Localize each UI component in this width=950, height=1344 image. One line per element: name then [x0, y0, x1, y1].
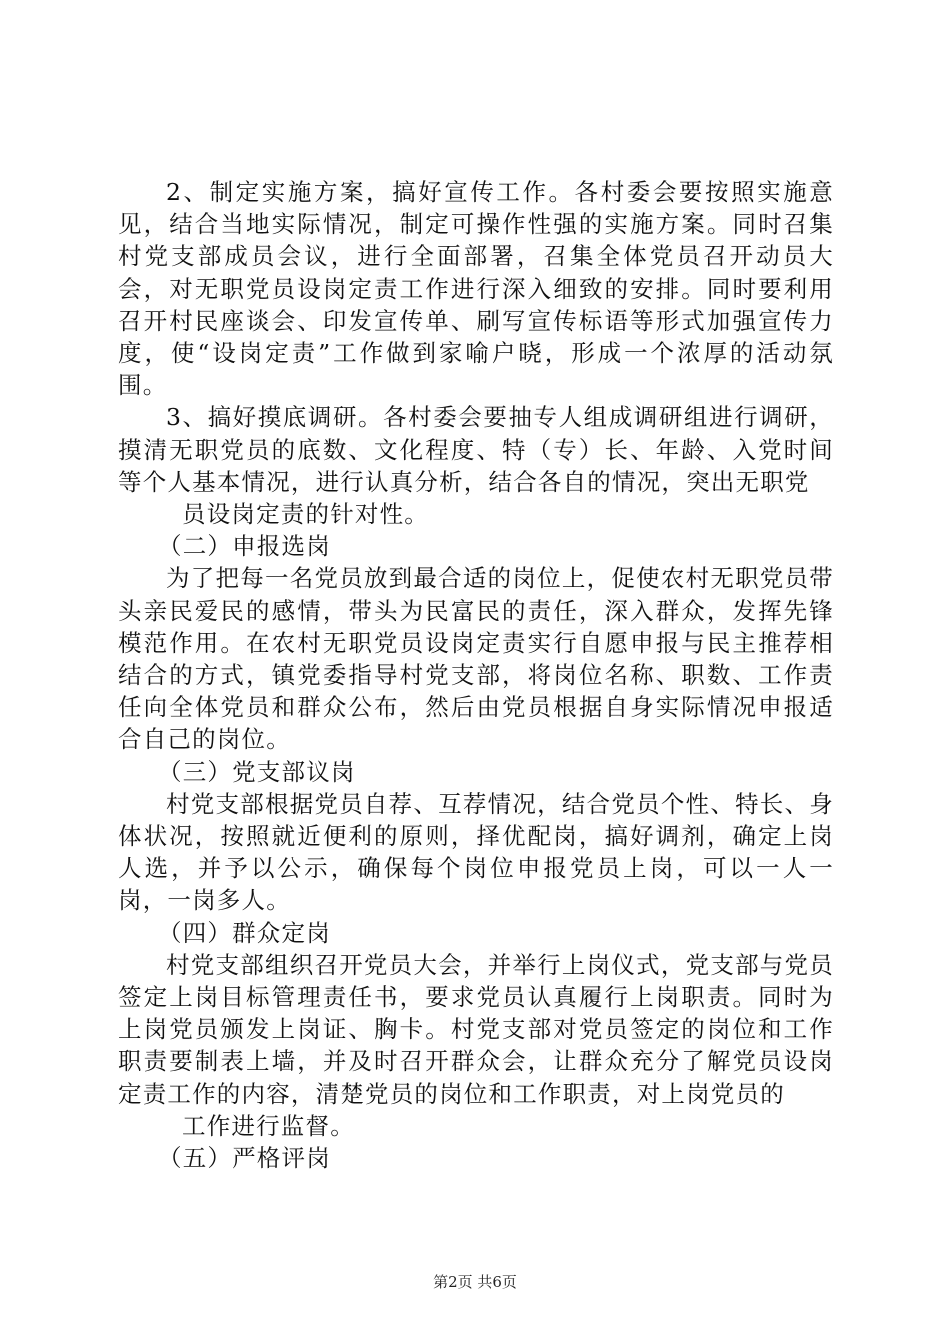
- paragraph-survey-research: 3、搞好摸底调研。各村委会要抽专人组成调研组进行调研，摸清无职党员的底数、文化程度、特（专）长、年龄、入党时间等个人基本情况，进行认真分析，结合各自的情况，突出无职党: [118, 403, 834, 496]
- section-heading-apply-position: （二）申报选岗: [158, 532, 331, 561]
- paragraph-public-confirmation-continuation: 工作进行监督。: [182, 1111, 355, 1140]
- paragraph-branch-discussion: 村党支部根据党员自荐、互荐情况，结合党员个性、特长、身体状况，按照就近便利的原则，择优配岗，搞好调剂，确定上岗人选，并予以公示，确保每个岗位申报党员上岗，可以一人一岗，一岗多人。: [118, 789, 834, 915]
- paragraph-apply-position: 为了把每一名党员放到最合适的岗位上，促使农村无职党员带头亲民爱民的感情，带头为民富民的责任，深入群众，发挥先锋模范作用。在农村无职党员设岗定责实行自愿申报与民主推荐相结合的方式，镇党委指导村党支部，将岗位名称、职数、工作责任向全体党员和群众公布，然后由党员根据自身实际情况申报适合自己的岗位。: [118, 564, 834, 754]
- section-heading-strict-evaluation: （五）严格评岗: [158, 1144, 331, 1173]
- paragraph-survey-continuation: 员设岗定责的针对性。: [182, 500, 429, 529]
- paragraph-implementation-plan: 2、制定实施方案，搞好宣传工作。各村委会要按照实施意见，结合当地实际情况，制定可操作性强的实施方案。同时召集村党支部成员会议，进行全面部署，召集全体党员召开动员大会，对无职党员设岗定责工作进行深入细致的安排。同时要利用召开村民座谈会、印发宣传单、刷写宣传标语等形式加强宣传力度，使“设岗定责”工作做到家喻户晓，形成一个浓厚的活动氛围。: [118, 178, 834, 400]
- page-number-footer: 第2页 共6页: [433, 1273, 517, 1291]
- section-heading-public-confirmation: （四）群众定岗: [158, 918, 331, 947]
- document-body: [118, 176, 834, 1174]
- paragraph-public-confirmation: 村党支部组织召开党员大会，并举行上岗仪式，党支部与党员签定上岗目标管理责任书，要求党员认真履行上岗职责。同时为上岗党员颁发上岗证、胸卡。村党支部对党员签定的岗位和工作职责要制表上墙，并及时召开群众会，让群众充分了解党员设岗定责工作的内容，清楚党员的岗位和工作职责，对上岗党员的: [118, 950, 834, 1108]
- section-heading-branch-discussion: （三）党支部议岗: [158, 757, 356, 786]
